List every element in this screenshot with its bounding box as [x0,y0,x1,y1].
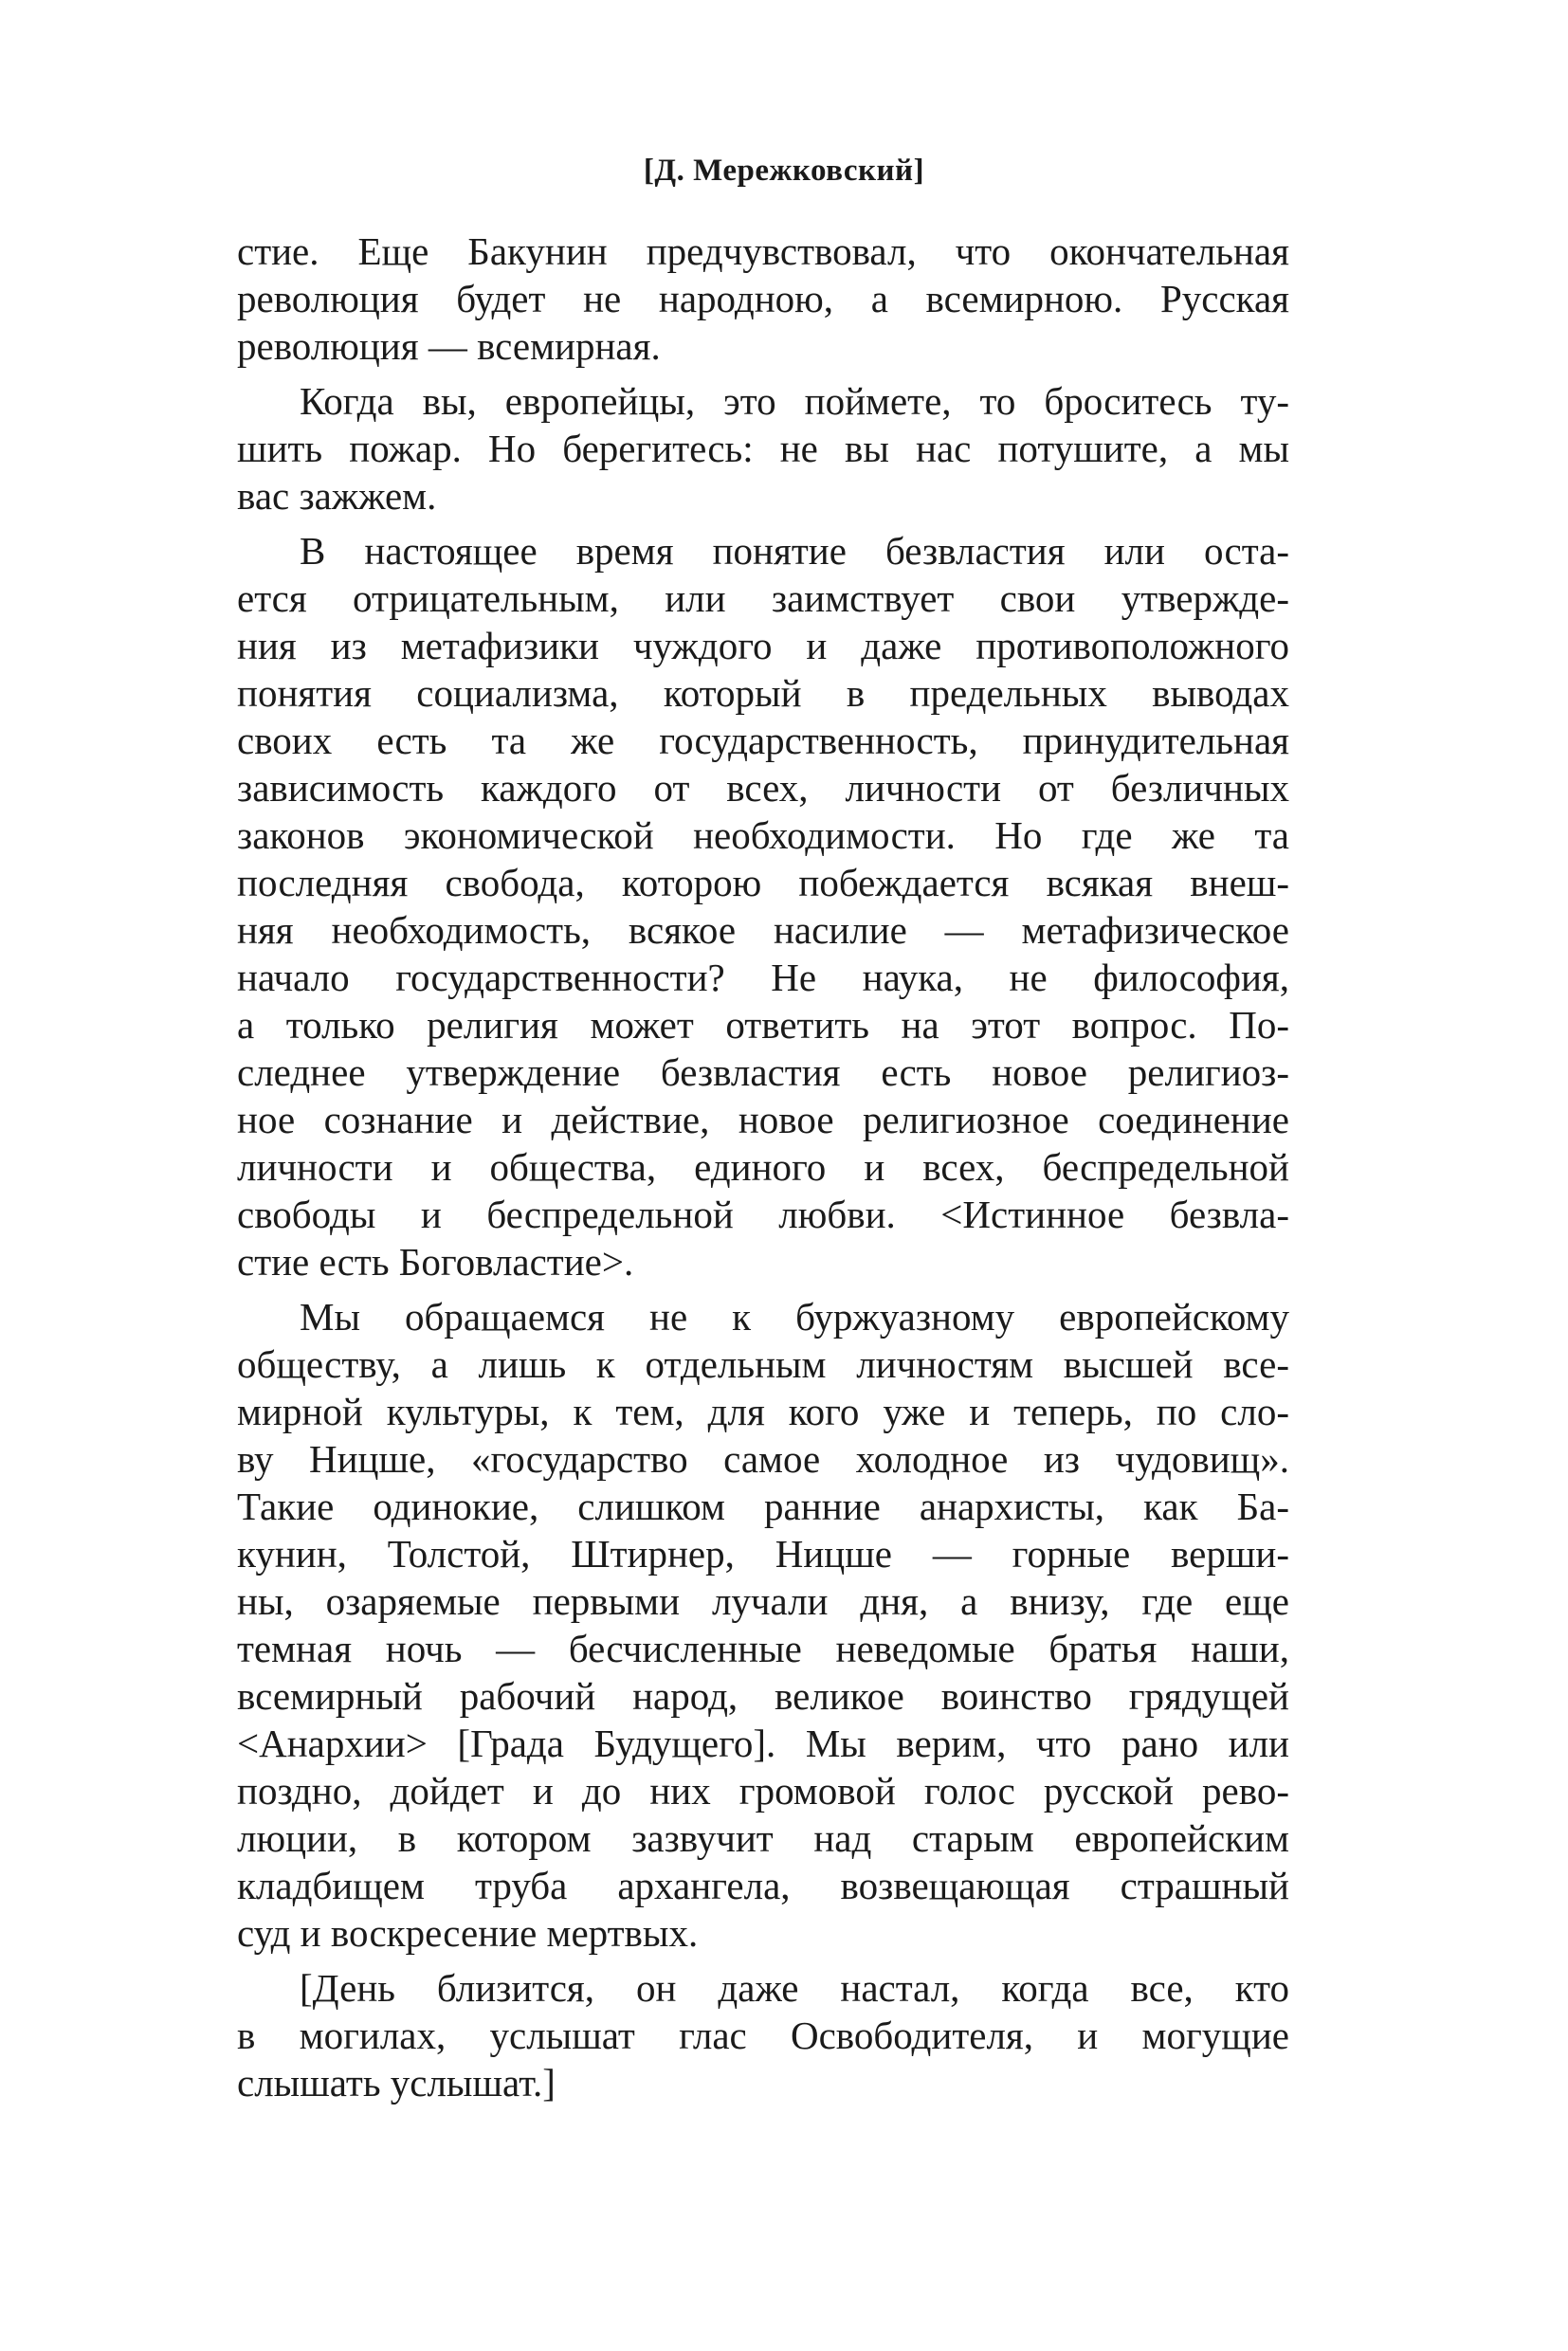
text-line: шить пожар. Но берегитесь: не вы нас потушите, а мы [237,427,1289,470]
text-line: революция будет не народною, а всемирною. Русская [237,277,1289,320]
text-line: своих есть та же государственность, принудительная [237,719,1289,762]
text-line: законов экономической необходимости. Но где же та [237,813,1289,857]
text-line: в могилах, услышат глас Освободителя, и могущие [237,2014,1289,2057]
text-line: зависимость каждого от всех, личности от безличных [237,766,1289,810]
text-line: Когда вы, европейцы, это поймете, то броситесь ту- [300,379,1289,423]
text-line: следнее утверждение безвластия есть новое религиоз- [237,1050,1289,1094]
text-line: а только религия может ответить на этот вопрос. По- [237,1003,1289,1047]
paragraph-gap [237,370,1289,377]
text-line: кунин, Толстой, Штирнер, Ницше — горные верши- [237,1532,1289,1576]
running-head: [Д. Мережковский] [643,154,925,188]
text-line: слышать услышат.] [237,2061,556,2105]
paragraph [237,377,1289,519]
text-line: стие есть Боговластие>. [237,1240,634,1284]
text-line: вас зажжем. [237,474,437,518]
text-line: обществу, а лишь к отдельным личностям высшей все- [237,1342,1289,1386]
text-line: ется отрицательным, или заимствует свои утвержде- [237,576,1289,620]
text-line: няя необходимость, всякое насилие — метафизическое [237,908,1289,952]
paragraph [237,1964,1289,2106]
text-line: личности и общества, единого и всех, беспредельной [237,1145,1289,1189]
paragraph-gap [237,1957,1289,1964]
text-line: всемирный рабочий народ, великое воинство грядущей [237,1674,1289,1718]
text-line: [День близится, он даже настал, когда все, кто [300,1966,1289,2010]
text-line: <Анархии> [Града Будущего]. Мы верим, что рано или [237,1722,1289,1765]
paragraph-gap [237,519,1289,527]
text-line: Такие одинокие, слишком ранние анархисты, как Ба- [237,1485,1289,1528]
text-line: ное сознание и действие, новое религиозное соединение [237,1098,1289,1141]
text-line: начало государственности? Не наука, не философия, [237,956,1289,999]
text-line: суд и воскресение мертвых. [237,1911,699,1955]
text-line: ны, озаряемые первыми лучали дня, а внизу, где еще [237,1579,1289,1623]
text-line: понятия социализма, который в предельных выводах [237,671,1289,715]
text-line: революция — всемирная. [237,324,661,368]
text-line: ния из метафизики чуждого и даже противоположного [237,624,1289,667]
text-line: стие. Еще Бакунин предчувствовал, что окончательная [237,229,1289,273]
paragraph [237,527,1289,1285]
text-line: мирной культуры, к тем, для кого уже и теперь, по сло- [237,1390,1289,1433]
text-line: Мы обращаемся не к буржуазному европейскому [300,1295,1289,1339]
text-line: темная ночь — бесчисленные неведомые братья наши, [237,1627,1289,1670]
text-line: ву Ницше, «государство самое холодное из чудовищ». [237,1437,1289,1481]
text-line: свободы и беспредельной любви. <Истинное безвла- [237,1193,1289,1236]
paragraph-gap [237,1285,1289,1293]
text-line: последняя свобода, которою побеждается всякая внеш- [237,861,1289,904]
paragraph [237,1293,1289,1957]
text-line: кладбищем труба архангела, возвещающая страшный [237,1864,1289,1907]
text-line: люции, в котором зазвучит над старым европейским [237,1816,1289,1860]
text-line: поздно, дойдет и до них громовой голос русской рево- [237,1769,1289,1813]
text-line: В настоящее время понятие безвластия или оста- [300,529,1289,573]
paragraph [237,228,1289,370]
body-text [237,228,1289,2106]
